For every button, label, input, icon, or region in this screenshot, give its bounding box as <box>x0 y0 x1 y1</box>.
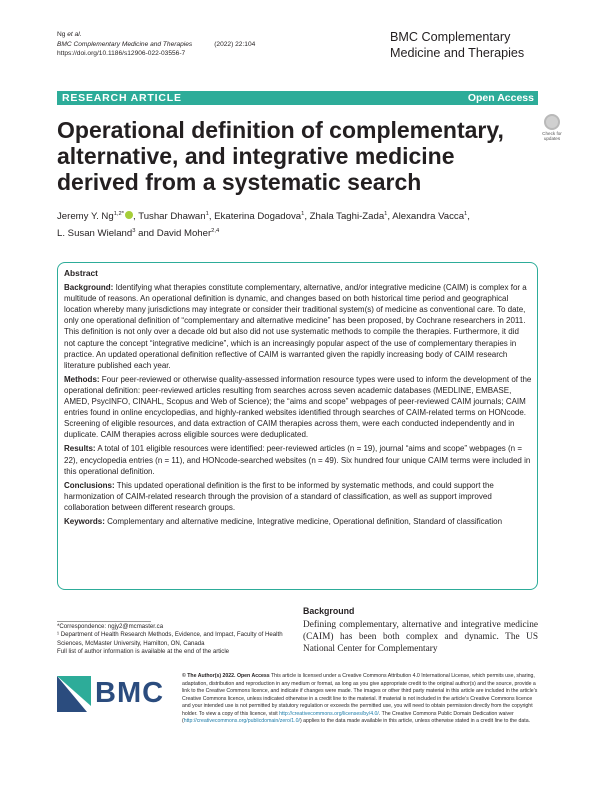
background-paragraph: Defining complementary, alternative and integrative medicine (CAIM) has been both complex and dynamic. The US National Center for Complementary <box>303 620 538 654</box>
author-name: L. Susan Wieland <box>57 228 133 240</box>
check-updates-icon <box>544 114 560 130</box>
article-title: Operational definition of complementary, alternative, and integrative medicine derived from a systematic search <box>57 117 504 195</box>
author-affiliation: 1 <box>301 211 305 217</box>
author-info-note: Full list of author information is available at the end of the article <box>57 648 230 656</box>
abstract-background: Background: Identifying what therapies constitute complementary, alternative, and/or integrative medicine (CAIM) is complex for a multitude of reasons. An operational definition is dynamic, and changes based on both historical time period and geographical location whereby many jurisdictions may integrate or consider their traditional system(s) of medicine as conventional care. To date, only one operational definition of “complementary and alternative medicine” has been proposed, by Cochrane researchers in 2011. This definition is not only over a decade old but also did not use systematic methods to compile the therapies. Furthermore, it did not capture the concept “integrative medicine”, which is an increasingly popular aspect of the use of complementary therapies in practice. An updated operational definition reflective of CAIM is warranted given the rapidly increasing body of CAIM research literature published each year. <box>64 283 527 370</box>
bmc-logo-mark-icon <box>57 676 91 712</box>
correspondence-footnote <box>57 621 287 657</box>
author-name: David Moher <box>156 228 212 240</box>
license-notice: © The Author(s) 2022. Open Access This article is licensed under a Creative Commons Attribution 4.0 International License, which permits use, sharing, adaptation, distribution and reproduction in any medium or format, as long as you give appropriate credit to the original author(s) and the source, provide a link to the Creative Commons licence, and indicate if changes were made. The images or other third party material in this article are included in the article’s Creative Commons licence, unless indicated otherwise in a credit line to the material. If material is not included in the article’s Creative Commons licence and your intended use is not permitted by statutory regulation or exceeds the permitted use, you will need to obtain permission directly from the copyright holder. To view a copy of this licence, visit http://creativecommons.org/licenses/by/4.0/. The Creative Commons Public Domain Dedication waiver (http://creativecommons.org/publicdomain/zero/1.0/) applies to the data made available in this article, unless otherwise stated in a credit line to the data. <box>182 673 538 724</box>
check-for-updates-badge[interactable] <box>538 114 566 144</box>
bmc-logo-text: BMC <box>95 677 165 709</box>
article-type-banner <box>57 91 538 105</box>
abstract-results: Results: A total of 101 eligible resources were identified: peer-reviewed articles (n = 19), journal “aims and scope” webpages (n = 22), encyclopedia entries (n = 11), and HONcode-searched websites (n = 49). Six hundred four unique CAIM terms were included in this operational definition. <box>64 444 531 476</box>
author-affiliation: 3 <box>132 228 136 235</box>
affiliation-1: ¹ Department of Health Research Methods, Evidence, and Impact, Faculty of Health Sciences, McMaster University, Hamilton, ON, Canada <box>57 631 283 647</box>
author-affiliation: 1 <box>464 211 468 217</box>
orcid-icon[interactable] <box>125 211 133 219</box>
author-name: Zhala Taghi-Zada <box>309 211 385 223</box>
author-name: Jeremy Y. Ng <box>57 211 114 223</box>
abstract-methods: Methods: Four peer-reviewed or otherwise quality-assessed information resource types were used to inform the development of the operational definition: peer-reviewed articles resulting from searches across seven academic databases (MEDLINE, EMBASE, AMED, PsycINFO, CINAHL, Scopus and Web of Science); the “aims and scope” webpages of peer-reviewed CAIM journals; CAIM entries found in online encyclopedias, and highly-ranked websites identified through searches of CAIM-related terms on HONcode. Screening of eligible resources, and data extraction of CAIM therapies across them, were each conducted independently and in duplicate. CAIM therapies across eligible sources were deduplicated. <box>64 374 532 440</box>
author-affiliation: 2,4 <box>211 228 220 235</box>
abstract-box <box>57 262 538 590</box>
abstract-keywords: Keywords: Complementary and alternative medicine, Integrative medicine, Operational definition, Standard of classification <box>64 516 503 526</box>
header-authors: Ng <box>57 31 68 38</box>
header-journal: BMC Complementary Medicine and Therapies <box>57 40 193 48</box>
citation-header <box>57 30 255 59</box>
author-affiliation: 1 <box>205 211 209 217</box>
author-name: Ekaterina Dogadova <box>214 211 302 223</box>
bmc-logo <box>57 676 165 716</box>
author-name: Tushar Dhawan <box>138 211 206 223</box>
article-type-label: RESEARCH ARTICLE <box>62 92 182 104</box>
check-updates-label: Check for updates <box>542 131 562 142</box>
journal-name-line2: Medicine and Therapies <box>390 46 525 60</box>
open-access-label: Open Access <box>467 92 534 104</box>
public-domain-link[interactable]: http://creativecommons.org/publicdomain/zero/1.0/ <box>183 718 300 724</box>
header-et-al: et al. <box>67 31 82 38</box>
footnote-divider <box>57 621 151 622</box>
background-heading: Background <box>303 606 355 616</box>
author-affiliation: 1 <box>384 211 388 217</box>
license-link[interactable]: http://creativecommons.org/licenses/by/4.0/ <box>279 710 379 717</box>
author-name: Alexandra Vacca <box>392 211 465 223</box>
author-list: Jeremy Y. $Ng^{1,2*}$ , Tushar Dhawan$^1$, Ekaterina Dogadova$^1$, Zhala Taghi-Zada$^1$, Alexandra Vacca$^1$, L. Susan Wieland$^3$ and David Moher$^{2,4}$ <box>57 211 470 240</box>
journal-name-line1: BMC Complementary <box>390 30 511 44</box>
header-doi[interactable]: https://doi.org/10.1186/s12906-022-03556-7 <box>57 50 186 58</box>
abstract-conclusions: Conclusions: This updated operational definition is the first to be informed by systematic methods, and could support the harmonization of CAIM-related research through the provision of a standard of classification, as well as support improved collaboration between different research groups. <box>64 480 494 512</box>
abstract-heading: Abstract <box>64 268 98 278</box>
journal-name <box>390 29 550 61</box>
header-year-volume: (2022) 22:104 <box>214 40 256 48</box>
correspondence-email[interactable]: *Correspondence: ngjy2@mcmaster.ca <box>57 623 164 630</box>
author-affiliation: 1,2* <box>113 211 125 217</box>
